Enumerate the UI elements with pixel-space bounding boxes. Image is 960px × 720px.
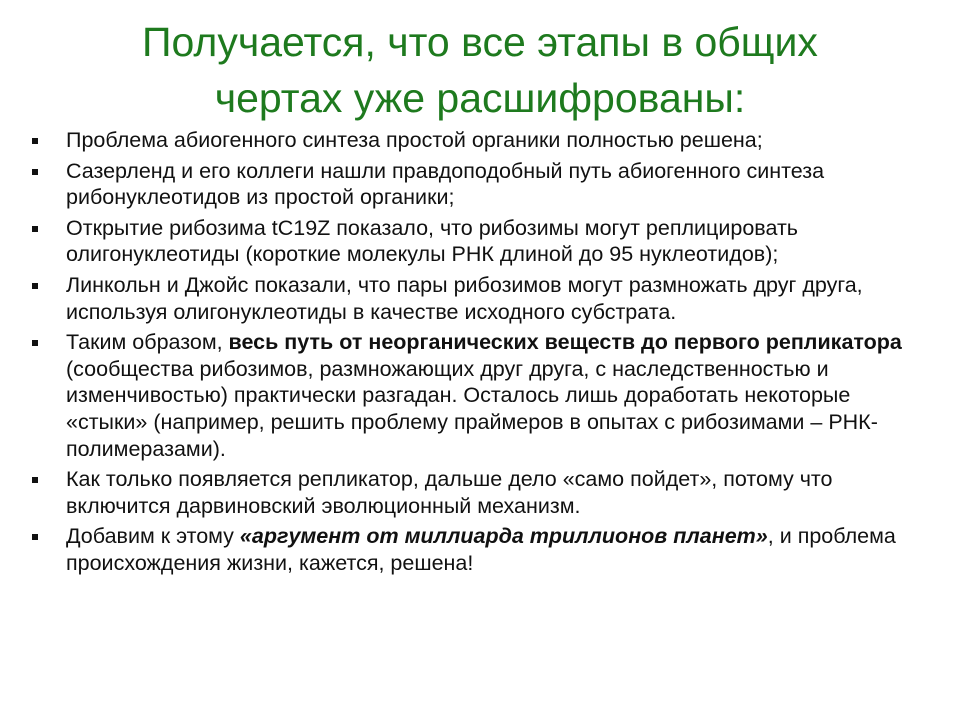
bullet-square-icon xyxy=(32,169,38,175)
slide-title xyxy=(40,14,920,126)
bullet-text: Открытие рибозима tC19Z показало, что рибозимы могут реплицировать олигонуклеотиды (короткие молекулы РНК длиной до 95 нуклеотидов); xyxy=(66,215,798,267)
bullet-item xyxy=(28,466,928,519)
slide-title-line-2: чертах уже расшифрованы: xyxy=(214,75,746,121)
bullet-text: Сазерленд и его коллеги нашли правдоподобный путь абиогенного синтеза рибонуклеотидов из простой органики; xyxy=(66,158,825,210)
bullet-square-icon xyxy=(32,534,38,540)
bullet-text-emphasis: весь путь от неорганических веществ до первого репликатора xyxy=(228,330,902,355)
bullet-item xyxy=(28,127,928,154)
bullet-square-icon xyxy=(32,138,38,144)
bullet-text: Линкольн и Джойс показали, что пары рибозимов могут размножать друг друга, используя олигонуклеотиды в качестве исходного субстрата. xyxy=(66,272,863,324)
bullet-list xyxy=(28,127,928,581)
bullet-item xyxy=(28,158,928,211)
bullet-item xyxy=(28,523,928,576)
bullet-item xyxy=(28,215,928,268)
bullet-text: Как только появляется репликатор, дальше дело «само пойдет», потому что включится дарвиновский эволюционный механизм. xyxy=(66,467,833,518)
bullet-text-suffix: (сообщества рибозимов, размножающих друг друга, с наследственностью и изменчивостью) практически разгадан. Осталось лишь доработать некоторые «стыки» (например, решить проблему праймеров в опытах с рибозимами – РНК-полимеразами). xyxy=(66,356,878,461)
bullet-square-icon xyxy=(32,477,38,483)
bullet-text-prefix: Таким образом, xyxy=(66,330,229,355)
bullet-square-icon xyxy=(32,226,38,232)
bullet-text: Проблема абиогенного синтеза простой органики полностью решена; xyxy=(66,128,763,152)
bullet-text-suffix: , и проблема происхождения жизни, кажется, решена! xyxy=(66,524,896,575)
bullet-square-icon xyxy=(32,340,38,346)
slide-title-line-1: Получается, что все этапы в общих xyxy=(142,19,818,65)
bullet-square-icon xyxy=(32,283,38,289)
bullet-text-emphasis: «аргумент от миллиарда триллионов планет» xyxy=(239,524,768,549)
bullet-item xyxy=(28,272,928,325)
bullet-text-prefix: Добавим к этому xyxy=(66,524,240,549)
bullet-item xyxy=(28,329,928,462)
